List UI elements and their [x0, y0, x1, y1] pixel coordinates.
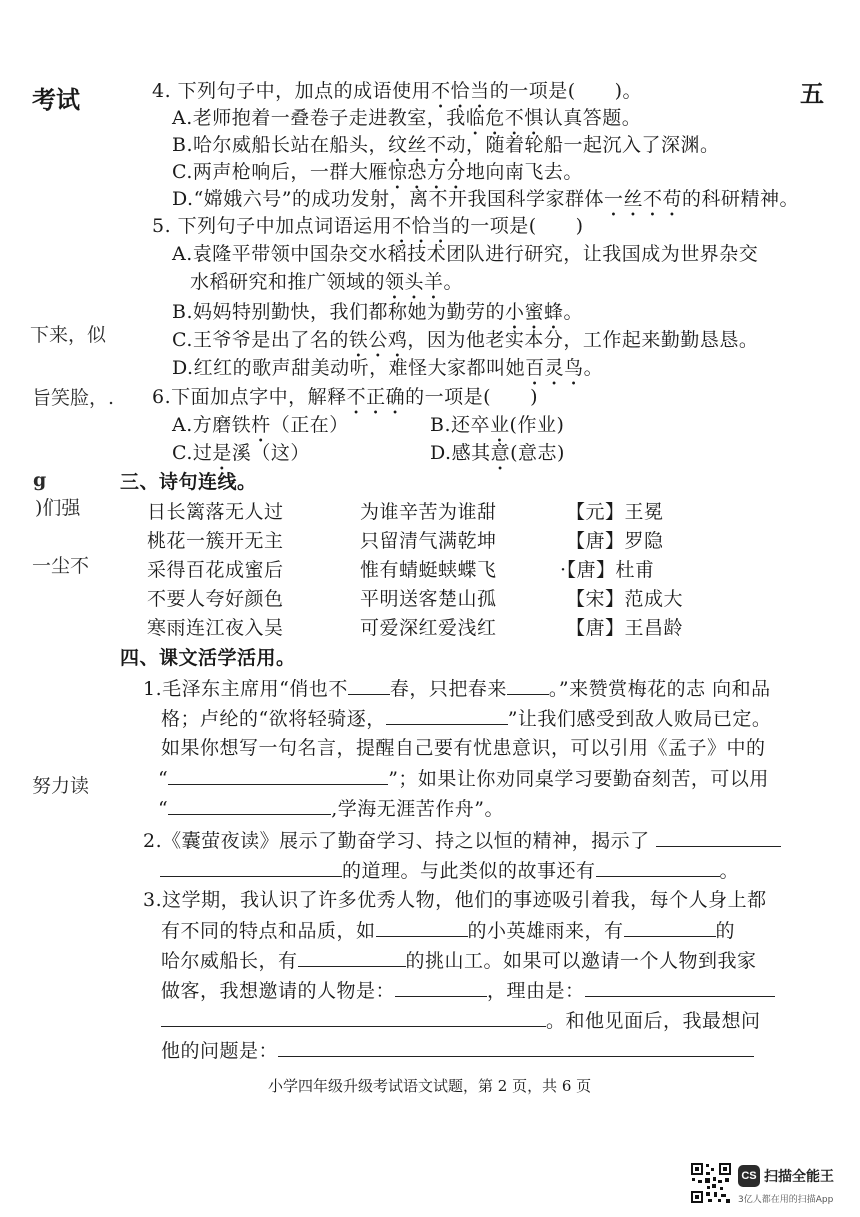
- answer-blank[interactable]: [507, 674, 549, 695]
- q6-stem: 6.下面加点字中，解释不正确的一项是( ): [152, 386, 538, 408]
- q4-option-a: A.老师抱着一叠卷子走进教室，我临危不惧认真答题。: [172, 107, 642, 129]
- answer-blank[interactable]: [168, 764, 388, 785]
- s4-q3-line5: 。和他见面后，我最想问: [161, 1006, 761, 1035]
- s4-q2-line2: 的道理。与此类似的故事还有 。: [160, 856, 739, 885]
- page-footer: 小学四年级升级考试语文试题，第 2 页，共 6 页: [268, 1077, 592, 1095]
- answer-blank[interactable]: [395, 976, 487, 997]
- s4-q1-line1: 1.毛泽东主席用“俏也不 春，只把春来 。”来赞赏梅花的志 向和品: [143, 674, 771, 703]
- q4-option-d: D.“嫦娥六号”的成功发射，离不开我国科学家群体一丝不苟的科研精神。: [172, 188, 800, 210]
- q6-option-d: D.感其意(意志): [430, 442, 565, 464]
- s4-q3-line4: 做客，我想邀请的人物是： ，理由是：: [161, 976, 775, 1005]
- s4-q3-line2: 有不同的特点和品质，如 的小英雄雨来，有 的: [161, 916, 735, 945]
- poem-author: 【唐】王昌龄: [566, 617, 684, 639]
- poem-author: ·【唐】杜甫: [560, 559, 655, 581]
- q5-stem: 5. 下列句子中加点词语运用不恰当的一项是( ): [152, 215, 584, 237]
- answer-blank[interactable]: [596, 856, 720, 877]
- section-4-title: 四、课文活学活用。: [120, 647, 296, 669]
- header-right-tab: 五: [800, 79, 824, 108]
- poem-middle-line: 惟有蜻蜓蛱蝶飞: [360, 559, 497, 581]
- q5-option-a-line2: 水稻研究和推广领域的领头羊。: [190, 271, 464, 293]
- poem-middle-line: 为谁辛苦为谁甜: [360, 501, 497, 523]
- margin-fragment: 努力读: [32, 775, 90, 797]
- margin-fragment: g: [33, 469, 47, 491]
- scanner-badge: [738, 1164, 760, 1187]
- answer-blank[interactable]: [585, 976, 775, 997]
- poem-author: 【宋】范成大: [566, 588, 684, 610]
- q6-option-a: A.方磨铁杵（正在）: [172, 414, 349, 436]
- s4-q1-line4: “ ”；如果让你劝同桌学习要勤奋刻苦，可以用: [158, 764, 769, 793]
- s4-q1-line5: “ ,学海无涯苦作舟”。: [158, 794, 504, 823]
- answer-blank[interactable]: [168, 794, 331, 815]
- q6-option-b: B.还卒业(作业): [430, 414, 565, 436]
- q4-option-b: B.哈尔威船长站在船头，纹丝不动，随着轮船一起沉入了深渊。: [172, 134, 720, 156]
- q5-option-b: B.妈妈特别勤快，我们都称她为勤劳的小蜜蜂。: [172, 301, 584, 323]
- answer-blank[interactable]: [386, 704, 508, 725]
- answer-blank[interactable]: [348, 674, 390, 695]
- answer-blank[interactable]: [278, 1036, 754, 1057]
- s4-q3-line3: 哈尔威船长，有 的挑山工。如果可以邀请一个人物到我家: [161, 946, 757, 975]
- scanner-app-name: 扫描全能王: [764, 1169, 834, 1185]
- s4-q3-line6: 他的问题是：: [161, 1036, 754, 1065]
- poem-left-line: 日长篱落无人过: [147, 501, 284, 523]
- q6-option-c: C.过是溪（这）: [172, 442, 310, 464]
- qr-code-icon: [690, 1162, 732, 1204]
- header-left-tab: 考试: [32, 85, 80, 114]
- answer-blank[interactable]: [656, 826, 781, 847]
- poem-middle-line: 平明送客楚山孤: [360, 588, 497, 610]
- answer-blank[interactable]: [161, 1006, 546, 1027]
- margin-fragment: 一尘不: [32, 555, 90, 577]
- section-3-title: 三、诗句连线。: [120, 471, 257, 493]
- poem-left-line: 不要人夸好颜色: [147, 588, 284, 610]
- camscanner-logo-icon: CS: [738, 1165, 760, 1187]
- q5-option-a-line1: A.袁隆平带领中国杂交水稻技术团队进行研究，让我国成为世界杂交: [172, 243, 759, 265]
- poem-left-line: 寒雨连江夜入吴: [147, 617, 284, 639]
- q5-option-d: D.红红的歌声甜美动听，难怪大家都叫她百灵鸟。: [172, 357, 604, 379]
- poem-author: 【唐】罗隐: [566, 530, 664, 552]
- answer-blank[interactable]: [376, 916, 468, 937]
- s4-q2-line1: 2.《囊萤夜读》展示了勤奋学习、持之以恒的精神，揭示了: [143, 826, 781, 855]
- margin-fragment: )们强: [35, 497, 81, 519]
- s4-q3-line1: 3.这学期，我认识了许多优秀人物，他们的事迹吸引着我，每个人身上都: [143, 889, 767, 911]
- scanner-app-tagline: 3亿人都在用的扫描App: [738, 1195, 834, 1205]
- margin-fragment: 旨笑脸，.: [32, 387, 115, 409]
- answer-blank[interactable]: [298, 946, 406, 967]
- poem-middle-line: 只留清气满乾坤: [360, 530, 497, 552]
- margin-fragment: 下来，似: [30, 324, 107, 346]
- poem-left-line: 采得百花成蜜后: [147, 559, 284, 581]
- poem-middle-line: 可爱深红爱浅红: [360, 617, 497, 639]
- q4-stem: 4. 下列句子中，加点的成语使用不恰当的一项是( )。: [152, 80, 643, 102]
- q4-option-c: C.两声枪响后，一群大雁惊恐万分地向南飞去。: [172, 161, 583, 183]
- answer-blank[interactable]: [160, 856, 342, 877]
- s4-q1-line2: 格；卢纶的“欲将轻骑逐， ”让我们感受到敌人败局已定。: [161, 704, 771, 733]
- poem-author: 【元】王冕: [566, 501, 664, 523]
- q5-option-c: C.王爷爷是出了名的铁公鸡，因为他老实本分，工作起来勤勤恳恳。: [172, 329, 759, 351]
- poem-left-line: 桃花一簇开无主: [147, 530, 284, 552]
- s4-q1-line3: 如果你想写一句名言，提醒自己要有忧患意识，可以引用《孟子》中的: [161, 737, 766, 759]
- answer-blank[interactable]: [624, 916, 716, 937]
